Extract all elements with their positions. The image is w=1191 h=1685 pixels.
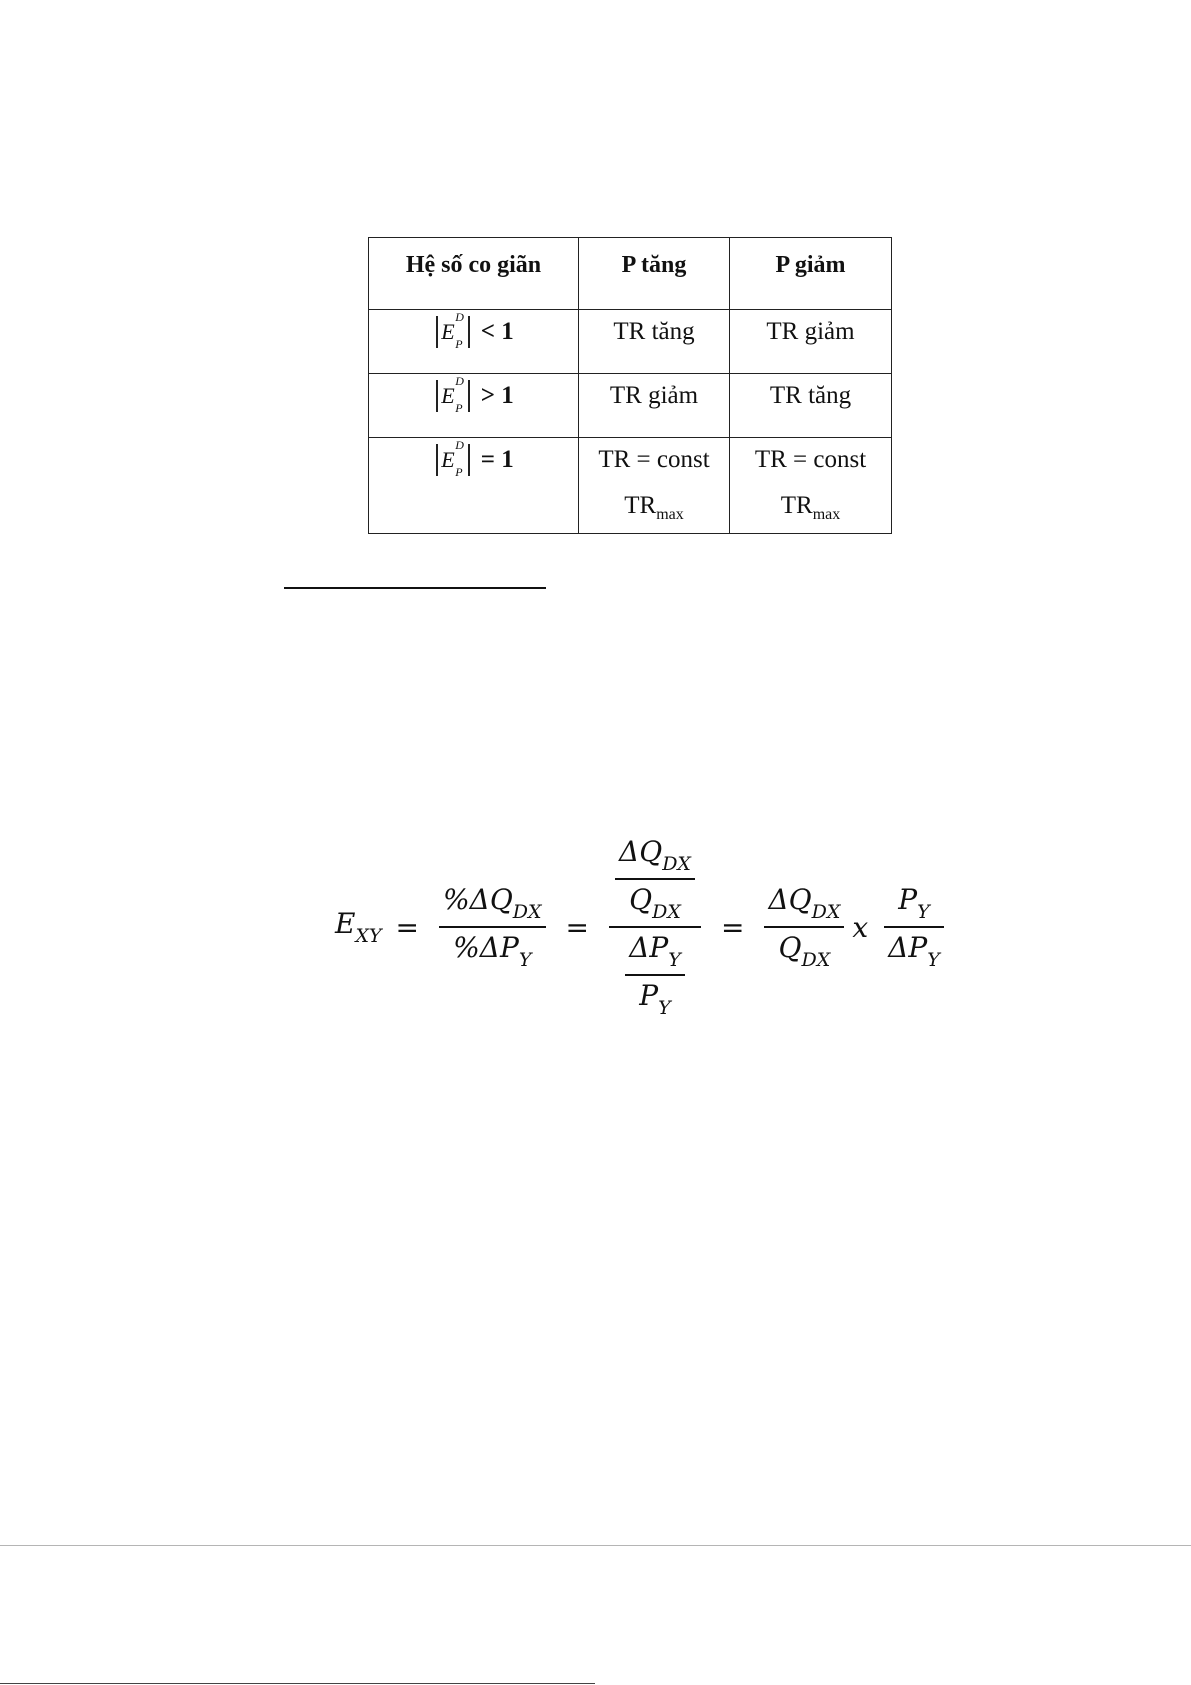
header-price-up: P tăng [579, 238, 730, 310]
abs-bar-left [436, 380, 438, 412]
tr-max-label: $TR_{max}$ [624, 492, 684, 523]
equals-sign: = [565, 910, 590, 944]
elasticity-condition-cell [369, 438, 579, 534]
compound-fraction [609, 835, 701, 1019]
condition-operator: > 1 [480, 382, 514, 409]
condition-operator: = 1 [480, 446, 514, 473]
elasticity-symbol: E D P [441, 438, 464, 479]
fraction-bar [615, 878, 695, 880]
fraction-bar [439, 926, 546, 928]
price-up-text: TR giảm [609, 382, 699, 409]
abs-bar-right [468, 444, 470, 476]
price-down-text: TR giảm [766, 318, 855, 345]
fraction-numerator: $\%\Delta Q_{DX}$ [443, 883, 542, 923]
abs-bar-right [468, 380, 470, 412]
price-up-cell [579, 310, 730, 374]
cross-elasticity-formula [335, 835, 950, 1019]
elasticity-condition [433, 374, 514, 415]
footnote-separator [0, 1683, 595, 1684]
percent-fraction [439, 883, 546, 971]
fraction-bar [764, 926, 844, 928]
equals-sign: = [395, 910, 419, 944]
tr-max-label: $TR_{max}$ [780, 492, 841, 523]
condition-operator: < 1 [480, 318, 514, 345]
elasticity-revenue-table [368, 237, 892, 534]
fraction-denominator: $\Delta P_Y$ [888, 931, 940, 971]
fraction-numerator: $\Delta Q_{DX}$ [619, 835, 691, 875]
table-row [369, 438, 892, 534]
header-price-down: P giảm [730, 238, 892, 310]
elasticity-condition-cell [369, 374, 579, 438]
price-up-cell [579, 374, 730, 438]
elasticity-symbol: E D P [441, 310, 464, 351]
price-down-text: TR = const [754, 446, 867, 473]
page-footer-divider [0, 1545, 1191, 1546]
elasticity-condition [433, 310, 514, 351]
abs-bar-right [468, 316, 470, 348]
section-underline [284, 587, 546, 589]
price-ratio [625, 931, 685, 1019]
fraction-numerator: $\Delta Q_{DX}$ [768, 883, 841, 923]
elasticity-condition [433, 438, 514, 479]
elasticity-symbol: E D P [441, 374, 464, 415]
abs-bar-left [436, 316, 438, 348]
price-up-cell [579, 438, 730, 534]
price-up-content [579, 438, 729, 524]
equals-sign: = [720, 910, 745, 944]
fraction-numerator: $P_Y$ [898, 883, 930, 923]
fraction-denominator: $P_Y$ [639, 979, 671, 1019]
price-fraction [884, 883, 944, 971]
elasticity-condition-cell [369, 310, 579, 374]
fraction-denominator: $\%\Delta P_Y$ [453, 931, 532, 971]
table-header-row [369, 238, 892, 310]
price-down-cell [730, 438, 892, 534]
price-down-text: TR tăng [769, 382, 852, 409]
formula-lhs: $E_{XY}$ [335, 907, 382, 947]
price-down-content [730, 438, 891, 524]
fraction-bar [625, 974, 685, 976]
fraction-denominator: $Q_{DX}$ [629, 883, 681, 923]
main-fraction-bar [609, 926, 701, 928]
header-elasticity: Hệ số co giãn [369, 238, 579, 310]
table-row [369, 374, 892, 438]
quantity-ratio [615, 835, 695, 923]
fraction-denominator: $Q_{DX}$ [778, 931, 831, 971]
table-row [369, 310, 892, 374]
price-up-text: TR = const [598, 446, 710, 473]
quantity-fraction [764, 883, 844, 971]
price-down-cell [730, 310, 892, 374]
multiply-sign: x [852, 910, 869, 944]
price-down-cell [730, 374, 892, 438]
fraction-bar [884, 926, 944, 928]
abs-bar-left [436, 444, 438, 476]
fraction-numerator: $\Delta P_Y$ [629, 931, 681, 971]
price-up-text: TR tăng [613, 318, 695, 345]
